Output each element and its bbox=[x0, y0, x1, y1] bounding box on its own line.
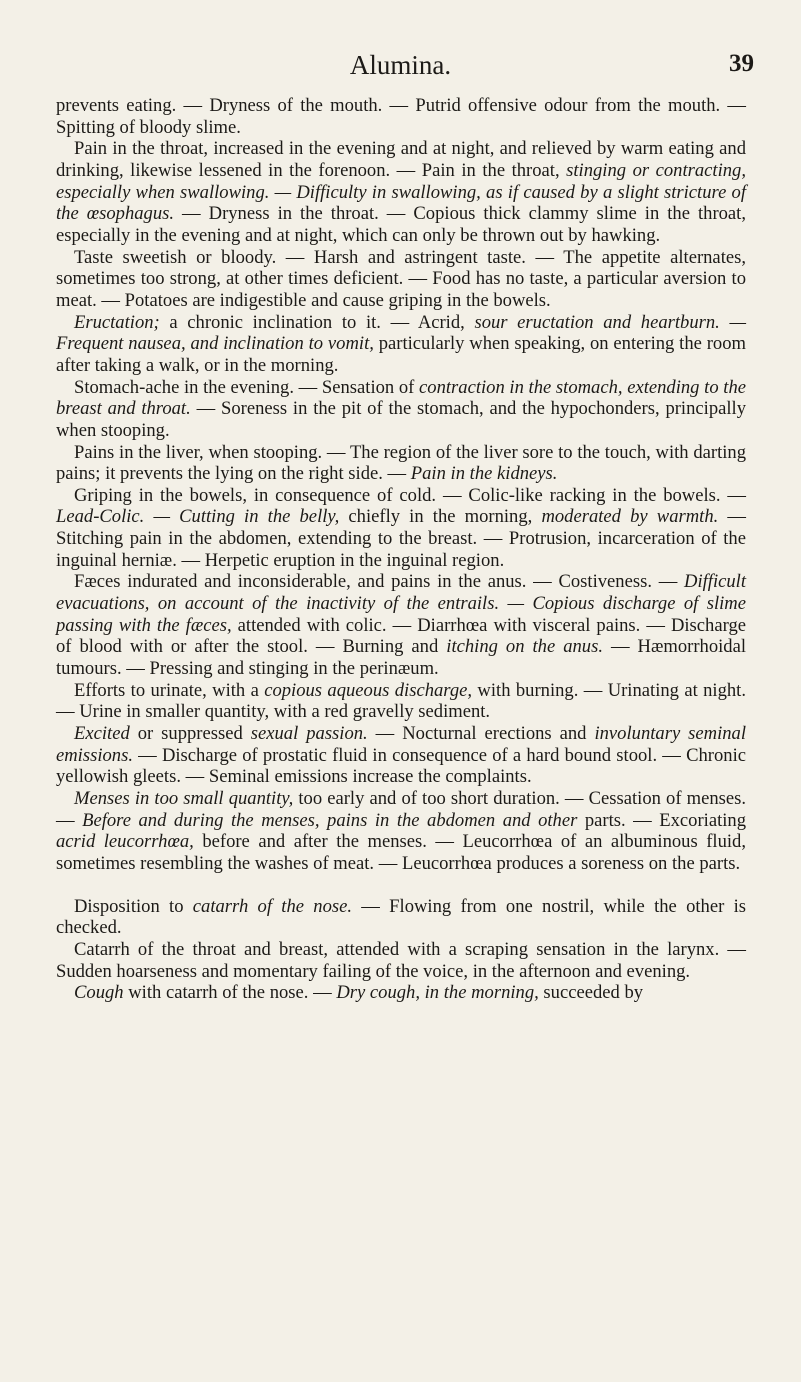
text-run: with catarrh of the nose. — bbox=[123, 982, 337, 1004]
italic-run: catarrh of the nose. bbox=[192, 895, 353, 917]
text-run: attended with colic. — Diarrhœa with visceral pains. — Discharge of blood with or after the stool. — Burning and bbox=[56, 614, 746, 658]
paragraph bbox=[56, 571, 746, 679]
paragraph bbox=[56, 138, 746, 246]
italic-run: Dry cough, in the morning, bbox=[336, 982, 539, 1004]
italic-run: copious aqueous discharge, bbox=[264, 679, 473, 701]
text-run: — Stitching pain in the abdomen, extending to the breast. — Protrusion, incarceration of the inguinal herniæ. — Herpetic eruption in the inguinal region. bbox=[56, 506, 747, 571]
italic-run: Excited bbox=[74, 723, 130, 745]
italic-run: sexual passion. bbox=[250, 723, 368, 745]
italic-run: stinging or contracting, especially when swallowing. — Difficulty in swallowing, as if caused by a slight stricture of the œsophagus. bbox=[56, 159, 746, 225]
italic-run: involuntary seminal emissions. bbox=[56, 723, 747, 766]
paragraph bbox=[56, 377, 746, 442]
text-run: — Hæmorrhoidal tumours. — Pressing and stinging in the perinæum. bbox=[56, 636, 747, 680]
text-run: Efforts to urinate, with a bbox=[74, 679, 265, 701]
text-run: — Dryness in the throat. — Copious thick clammy slime in the throat, especially in the evening and at night, which can only be thrown out by hawking. bbox=[56, 203, 746, 246]
text-run: too early and of too short duration. — Cessation of menses. — bbox=[56, 788, 746, 831]
italic-run: acrid leucorrhœa, bbox=[56, 831, 194, 853]
italic-run: Before and during the menses, pains in the abdomen and other bbox=[82, 809, 578, 831]
italic-run: Difficult evacuations, on account of the inactivity of the entrails. — Copious discharge of slime passing with the fæces, bbox=[56, 571, 746, 636]
page-number: 39 bbox=[729, 50, 754, 77]
text-run: Pains in the liver, when stooping. — The region of the liver sore to the touch, with darting pains; it prevents the lying on the right side. — bbox=[56, 441, 746, 485]
italic-run: Pain in the kidneys. bbox=[410, 463, 558, 485]
paragraph bbox=[56, 247, 746, 312]
text-run: Fæces indurated and inconsiderable, and pains in the anus. — Costiveness. — bbox=[74, 571, 685, 593]
text-run: parts. — Excoriating bbox=[577, 809, 746, 831]
paragraph bbox=[56, 680, 746, 723]
text-run: — Soreness in the pit of the stomach, and the hypochonders, principally when stooping. bbox=[56, 398, 746, 441]
text-run: prevents eating. — Dryness of the mouth. — Putrid offensive odour from the mouth. — Spitting of bloody slime. bbox=[56, 95, 746, 138]
paragraph bbox=[56, 982, 746, 1004]
paragraph bbox=[56, 896, 746, 939]
italic-run: sour eructation and heartburn. — Frequent nausea, and inclination to vomit, bbox=[56, 311, 746, 355]
italic-run: Menses in too small quantity, bbox=[74, 788, 294, 809]
text-run: with burning. — Urinating at night. — Urine in smaller quantity, with a red gravelly sediment. bbox=[56, 679, 746, 723]
running-title: Alumina. bbox=[349, 50, 452, 80]
paragraph bbox=[56, 442, 746, 485]
text-run: Catarrh of the throat and breast, attended with a scraping sensation in the larynx. — Sudden hoarseness and momentary failing of the voice, in the afternoon and evening. bbox=[56, 938, 746, 982]
text-run: Stomach-ache in the evening. — Sensation of bbox=[74, 376, 420, 398]
paragraph bbox=[56, 95, 746, 138]
text-run: Disposition to bbox=[74, 895, 193, 917]
text-run: or suppressed bbox=[129, 723, 251, 745]
text-run: Griping in the bowels, in consequence of cold. — Colic-like racking in the bowels. — bbox=[74, 484, 746, 506]
text-run: before and after the menses. — Leucorrhœa of an albuminous fluid, sometimes resembling the washes of meat. — Leucorrhœa produces a soreness on the parts. bbox=[56, 831, 746, 874]
text-run: particularly when speaking, on entering the room after taking a walk, or in the morning. bbox=[56, 333, 746, 376]
page-header bbox=[0, 50, 801, 86]
italic-run: itching on the anus. bbox=[446, 636, 603, 658]
italic-run: Lead-Colic. — Cutting in the belly, bbox=[56, 506, 340, 528]
text-run: succeeded by bbox=[538, 982, 644, 1004]
text-run: a chronic inclination to it. — Acrid, bbox=[159, 311, 475, 333]
italic-run: Cough bbox=[74, 982, 124, 1004]
text-run: Pain in the throat, increased in the evening and at night, and relieved by warm eating and drinking, likewise lessened in the forenoon. — Pain in the throat, bbox=[56, 138, 746, 181]
paragraph bbox=[56, 485, 746, 572]
text-run: chiefly in the morning, bbox=[339, 506, 542, 528]
italic-run: Eructation; bbox=[74, 311, 160, 333]
paragraph bbox=[56, 788, 746, 875]
italic-run: contraction in the stomach, extending to the breast and throat. bbox=[56, 376, 746, 420]
text-run: — Flowing from one nostril, while the other is checked. bbox=[56, 895, 746, 939]
text-run: — Nocturnal erections and bbox=[367, 723, 595, 745]
body-text bbox=[56, 95, 746, 1004]
paragraph bbox=[56, 312, 746, 377]
italic-run: moderated by warmth. bbox=[541, 506, 719, 528]
text-run: — Discharge of prostatic fluid in consequence of a hard bound stool. — Chronic yellowish gleets. — Seminal emissions increase the complaints. bbox=[56, 744, 746, 788]
paragraph bbox=[56, 723, 746, 788]
text-run: Taste sweetish or bloody. — Harsh and astringent taste. — The appetite alternates, sometimes too strong, at other times deficient. — Food has no taste, a particular aversion to meat. — Potatoes are indigestible and cause griping in the bowels. bbox=[56, 246, 746, 311]
paragraph bbox=[56, 939, 746, 982]
